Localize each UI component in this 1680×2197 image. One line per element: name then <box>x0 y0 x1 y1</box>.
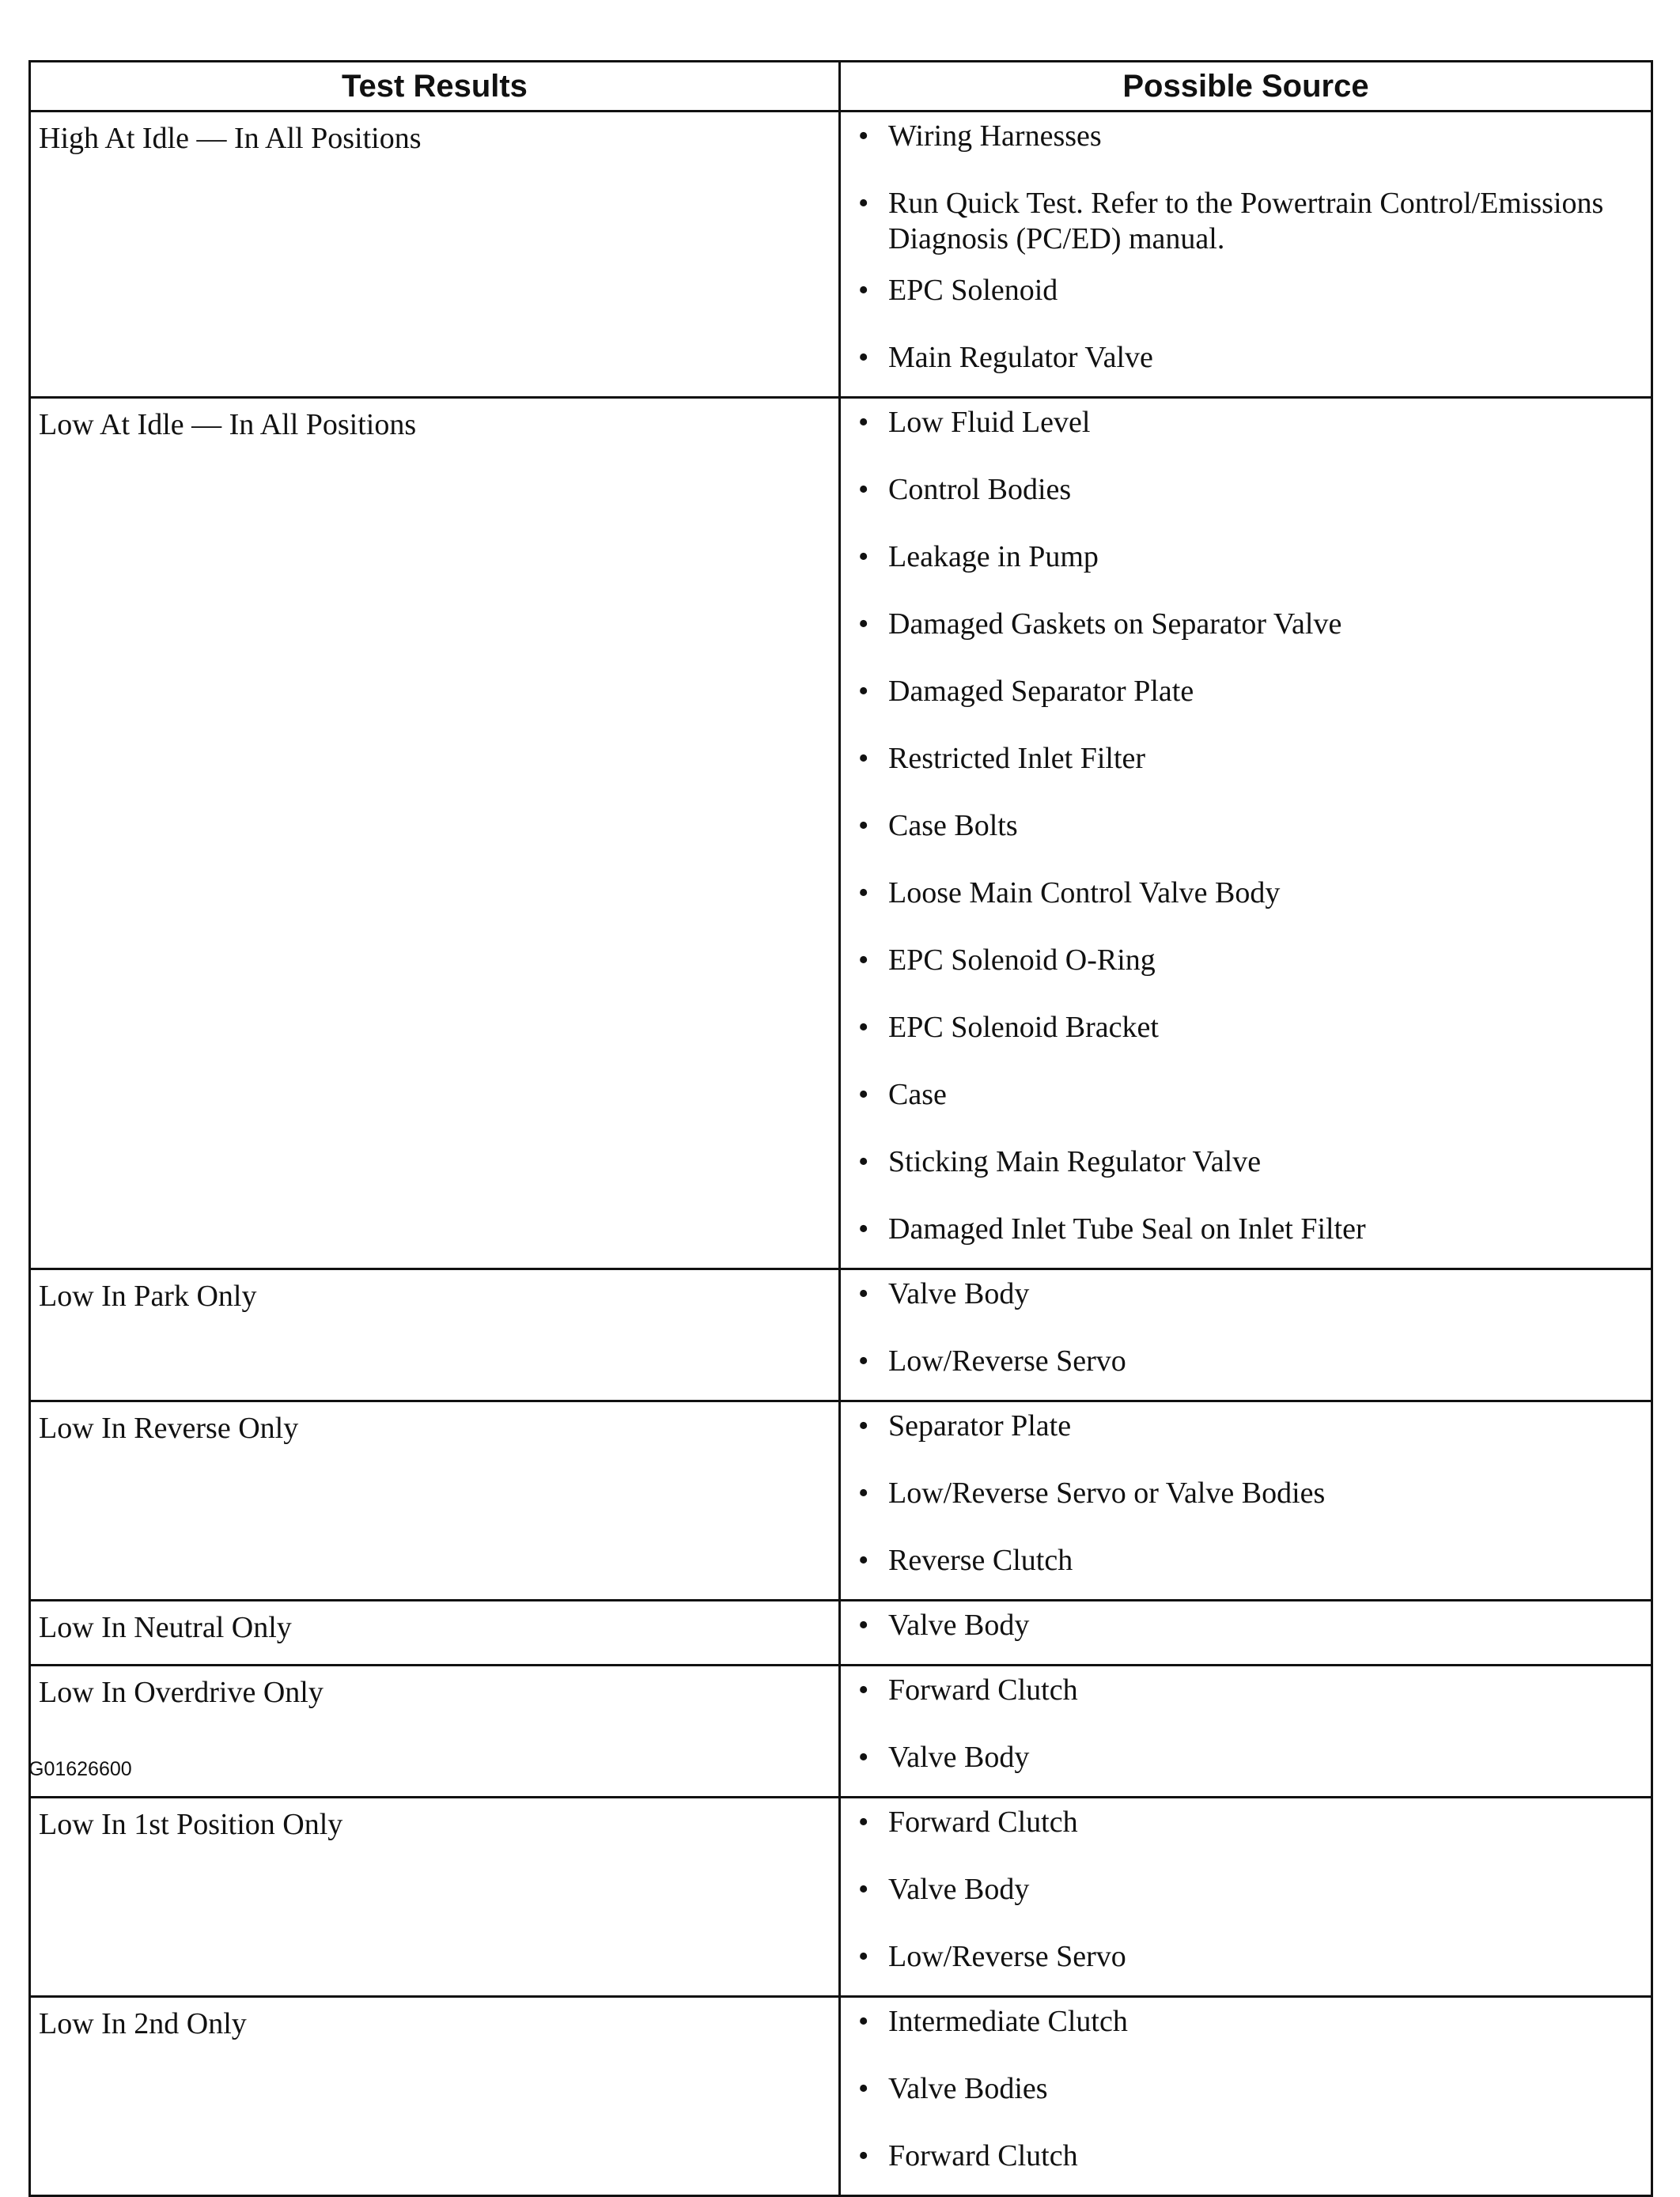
possible-source-cell <box>840 1666 1652 1798</box>
source-item: • Valve Body <box>841 1740 1635 1791</box>
source-item: • Intermediate Clutch <box>841 2004 1635 2055</box>
test-result-cell <box>30 1997 840 2196</box>
test-result-cell <box>30 1269 840 1401</box>
table-row <box>30 1798 1652 1997</box>
test-result-cell <box>30 112 840 398</box>
source-item: • Low Fluid Level <box>841 405 1635 456</box>
source-item: • Damaged Inlet Tube Seal on Inlet Filter <box>841 1212 1635 1263</box>
source-item: • Low/Reverse Servo or Valve Bodies <box>841 1476 1635 1527</box>
test-result: Low In Overdrive Only <box>39 1676 324 1709</box>
source-item: • Reverse Clutch <box>841 1543 1635 1594</box>
possible-source-cell <box>840 1997 1652 2196</box>
possible-source-cell <box>840 112 1652 398</box>
test-result: Low In Park Only <box>39 1280 257 1313</box>
possible-source-cell <box>840 1601 1652 1666</box>
test-result: Low At Idle — In All Positions <box>39 408 417 441</box>
source-item: • Case <box>841 1077 1635 1129</box>
table-row <box>30 1666 1652 1798</box>
source-item: • Restricted Inlet Filter <box>841 741 1635 792</box>
source-item: • Low/Reverse Servo <box>841 1344 1635 1395</box>
source-item: • Forward Clutch <box>841 1673 1635 1724</box>
source-list <box>841 1270 1651 1400</box>
source-item: • Separator Plate <box>841 1409 1635 1460</box>
source-item: • Run Quick Test. Refer to the Powertrain Control/Emissions Diagnosis (PC/ED) manual. <box>841 186 1635 257</box>
diagnosis-table <box>28 60 1653 2197</box>
source-item: • Control Bodies <box>841 472 1635 524</box>
source-item: • Valve Body <box>841 1608 1635 1659</box>
source-item: • Damaged Separator Plate <box>841 674 1635 725</box>
possible-source-cell <box>840 1401 1652 1601</box>
source-item: • EPC Solenoid O-Ring <box>841 943 1635 994</box>
source-list <box>841 1666 1651 1796</box>
test-result-cell <box>30 1401 840 1601</box>
source-item: • Forward Clutch <box>841 2138 1635 2190</box>
possible-source-cell <box>840 398 1652 1269</box>
source-list <box>841 1601 1651 1664</box>
table-row <box>30 1269 1652 1401</box>
test-result-cell <box>30 1601 840 1666</box>
source-item: • Damaged Gaskets on Separator Valve <box>841 607 1635 658</box>
table-row <box>30 1997 1652 2196</box>
test-result: High At Idle — In All Positions <box>39 122 422 155</box>
source-item: • Sticking Main Regulator Valve <box>841 1144 1635 1196</box>
source-list <box>841 112 1651 396</box>
test-result: Low In Reverse Only <box>39 1412 299 1445</box>
source-list <box>841 1998 1651 2195</box>
table-row <box>30 1401 1652 1601</box>
figure-id: G01626600 <box>28 1758 132 1780</box>
source-item: • Loose Main Control Valve Body <box>841 875 1635 927</box>
possible-source-cell <box>840 1798 1652 1997</box>
source-item: • Valve Body <box>841 1276 1635 1328</box>
header-test-results: Test Results <box>30 62 840 112</box>
source-item: • Low/Reverse Servo <box>841 1939 1635 1991</box>
table-row <box>30 1601 1652 1666</box>
source-item: • Wiring Harnesses <box>841 119 1635 170</box>
source-item: • Case Bolts <box>841 808 1635 860</box>
source-list <box>841 1402 1651 1599</box>
test-result: Low In Neutral Only <box>39 1611 292 1644</box>
test-result: Low In 2nd Only <box>39 2007 247 2040</box>
source-item: • Valve Bodies <box>841 2071 1635 2123</box>
possible-source-cell <box>840 1269 1652 1401</box>
test-result-cell <box>30 1798 840 1997</box>
source-list <box>841 1798 1651 1995</box>
source-item: • Forward Clutch <box>841 1805 1635 1856</box>
header-possible-source: Possible Source <box>840 62 1652 112</box>
source-item: • EPC Solenoid Bracket <box>841 1010 1635 1061</box>
table-row <box>30 112 1652 398</box>
table-row <box>30 398 1652 1269</box>
table-header-row <box>30 62 1652 112</box>
source-item: • Leakage in Pump <box>841 539 1635 591</box>
test-result-cell <box>30 1666 840 1798</box>
source-item: • Valve Body <box>841 1872 1635 1923</box>
test-result: Low In 1st Position Only <box>39 1808 343 1841</box>
test-result-cell <box>30 398 840 1269</box>
source-list <box>841 399 1651 1268</box>
source-item: • EPC Solenoid <box>841 273 1635 324</box>
source-item: • Main Regulator Valve <box>841 340 1635 391</box>
